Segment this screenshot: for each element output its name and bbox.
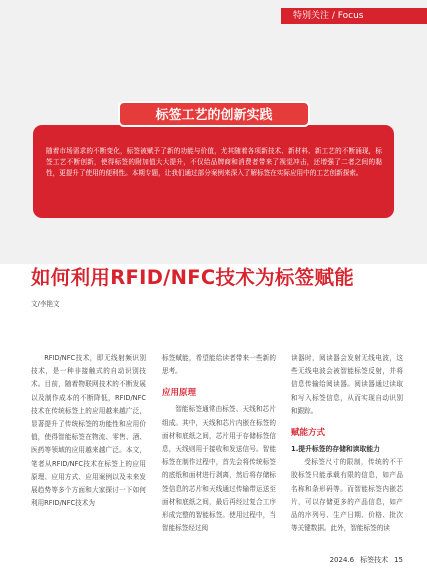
paragraph: 智能标签通常由标签、天线和芯片组成。其中，天线和芯片内嵌在标签的面材和底纸之间，芯片用于存储标签信息，天线则用于接收和发送信号。智能标签在制作过程中，首先会将传统标签的底纸和面材进行剥离，然后将存储标签信息的芯片和天线通过传输带运送至面材和底纸之间，最后再经过复合工序形成完整的智能标签。使用过程中，当智能标签经过阅 (162, 405, 276, 533)
magazine-name: 标签技术 (360, 556, 389, 564)
intro-card-body: 随着市场需求的不断变化，标签被赋予了新的功能与价值，尤其随着各项新技术、新材料、新工艺的不断涌现，标签工艺不断创新，使得标签的附加值大大提升，不仅给品牌商和消费者带来了视觉冲击，还增强了二者之间的黏性，更提升了使用的便利性。本期专题，让我们通过部分案例来深入了解标签在实际应用中的工艺创新探索。 (46, 147, 382, 177)
article-column-1 (31, 352, 146, 510)
paragraph: 读器时，阅读器会发射无线电波，这些无线电波会被智能标签反射，并将信息传输给阅读器。阅读器通过读取和写入标签信息，从而实现自动识别和跟踪。 (291, 354, 403, 415)
intro-card-title: 标签工艺的创新实践 (118, 101, 310, 127)
paragraph: 受标签尺寸的限制，传统的不干胶标签只能承载有限的信息，如产品名称和条形码等。而智能标签内嵌芯片，可以存储更多的产品信息，如产品的序列号、生产日期、价格、批次等关键数据。此外，智能标签的读 (291, 458, 403, 533)
page-footer (324, 555, 403, 565)
section-heading: 赋能方式 (291, 428, 326, 439)
article-column-2 (162, 352, 276, 535)
page-number: 15 (394, 556, 403, 564)
sub-heading: 1.提升标签的存储和读取能力 (291, 445, 380, 454)
paragraph: 标签赋能，希望能给读者带来一些新的思考。 (162, 354, 276, 376)
paragraph: RFID/NFC技术，即无线射频识别技术，是一种非接触式的自动识别技术。目前，随着物联网技术的不断发展以及制作成本的不断降低，RFID/NFC技术在传统标签上的应用越来越广泛，显著提升了传统标签的功能性和应用价值，使得智能标签在物流、零售、酒、医药等领域的应用越来越广泛。本文，笔者从RFID/NFC技术在标签上的应用原理、应用方式、应用案例以及未来发展趋势等多个方面和大家探讨一下如何利用RFID/NFC技术为 (31, 354, 146, 508)
article-title: 如何利用RFID/NFC技术为标签赋能 (31, 266, 355, 289)
article-byline: 文/李艳文 (31, 300, 60, 308)
article-column-3 (291, 352, 403, 535)
section-heading: 应用原理 (162, 388, 197, 399)
section-tag: 特别关注 / Focus (281, 8, 427, 24)
issue-date: 2024.6 (329, 556, 355, 564)
